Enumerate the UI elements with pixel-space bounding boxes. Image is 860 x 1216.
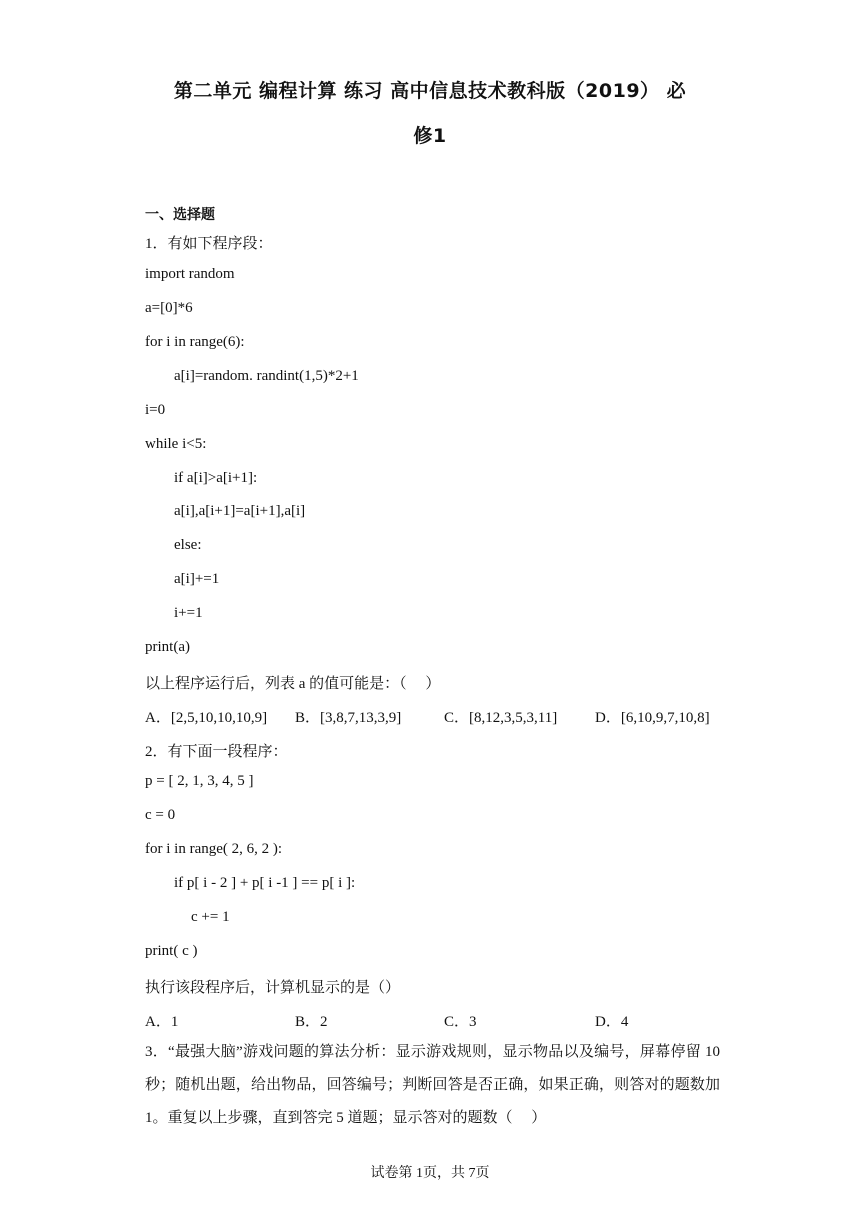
- q2-option-a: A．1: [145, 1014, 179, 1030]
- q1-code-line: i+=1: [174, 605, 203, 621]
- q1-code-line: else:: [174, 537, 202, 553]
- q1-option-d: D．[6,10,9,7,10,8]: [595, 710, 710, 726]
- q2-code-line: c += 1: [191, 909, 230, 925]
- q1-code-line: a=[0]*6: [145, 300, 193, 316]
- q1-option-b: B．[3,8,7,13,3,9]: [295, 710, 402, 726]
- q1-code-line: i=0: [145, 402, 166, 418]
- q1-question: 以上程序运行后，列表 a 的值可能是：（ ）: [145, 676, 441, 692]
- q2-code-line: c = 0: [145, 807, 176, 823]
- q1-code-line: a[i]=random. randint(1,5)*2+1: [174, 368, 359, 384]
- document-title-line1: 第二单元 编程计算 练习 高中信息技术教科版（2019） 必: [173, 80, 687, 102]
- q1-code-line: a[i],a[i+1]=a[i+1],a[i]: [174, 503, 306, 519]
- q3-text: 3．“最强大脑”游戏问题的算法分析：显示游戏规则，显示物品以及编号，屏幕停留 10 秒；随机出题，给出物品，回答编号；判断回答是否正确，如果正确，则答对的题数加 1。重复以上步骤，直到答完 5 道题；显示答对的题数（ ）: [145, 1044, 720, 1126]
- q1-code-line: a[i]+=1: [174, 571, 220, 587]
- q1-option-a: A．[2,5,10,10,10,9]: [145, 710, 268, 726]
- q2-stem: 2．有下面一段程序：: [145, 744, 288, 760]
- q2-code-line: if p[ i - 2 ] + p[ i -1 ] == p[ i ]:: [174, 875, 356, 891]
- q2-option-b: B．2: [295, 1014, 328, 1030]
- q2-question: 执行该段程序后，计算机显示的是（）: [145, 980, 401, 996]
- q2-code-line: for i in range( 2, 6, 2 ):: [145, 841, 283, 857]
- q2-option-d: D．4: [595, 1014, 629, 1030]
- section-heading: 一、选择题: [145, 207, 215, 223]
- document-title-line2: 修1: [413, 125, 447, 147]
- q1-code-line: while i<5:: [145, 436, 207, 452]
- q2-code-line: p = [ 2, 1, 3, 4, 5 ]: [145, 773, 254, 789]
- page-footer: 试卷第 1页，共 7页: [370, 1166, 490, 1181]
- q2-option-c: C．3: [444, 1014, 477, 1030]
- q1-code-line: import random: [145, 266, 235, 282]
- q1-code-line: print(a): [145, 639, 190, 655]
- q1-code-line: for i in range(6):: [145, 334, 245, 350]
- q2-code-line: print( c ): [145, 943, 198, 959]
- q1-code-line: if a[i]>a[i+1]:: [174, 470, 258, 486]
- q1-option-c: C．[8,12,3,5,3,11]: [444, 710, 558, 726]
- q1-stem: 1．有如下程序段：: [145, 236, 273, 252]
